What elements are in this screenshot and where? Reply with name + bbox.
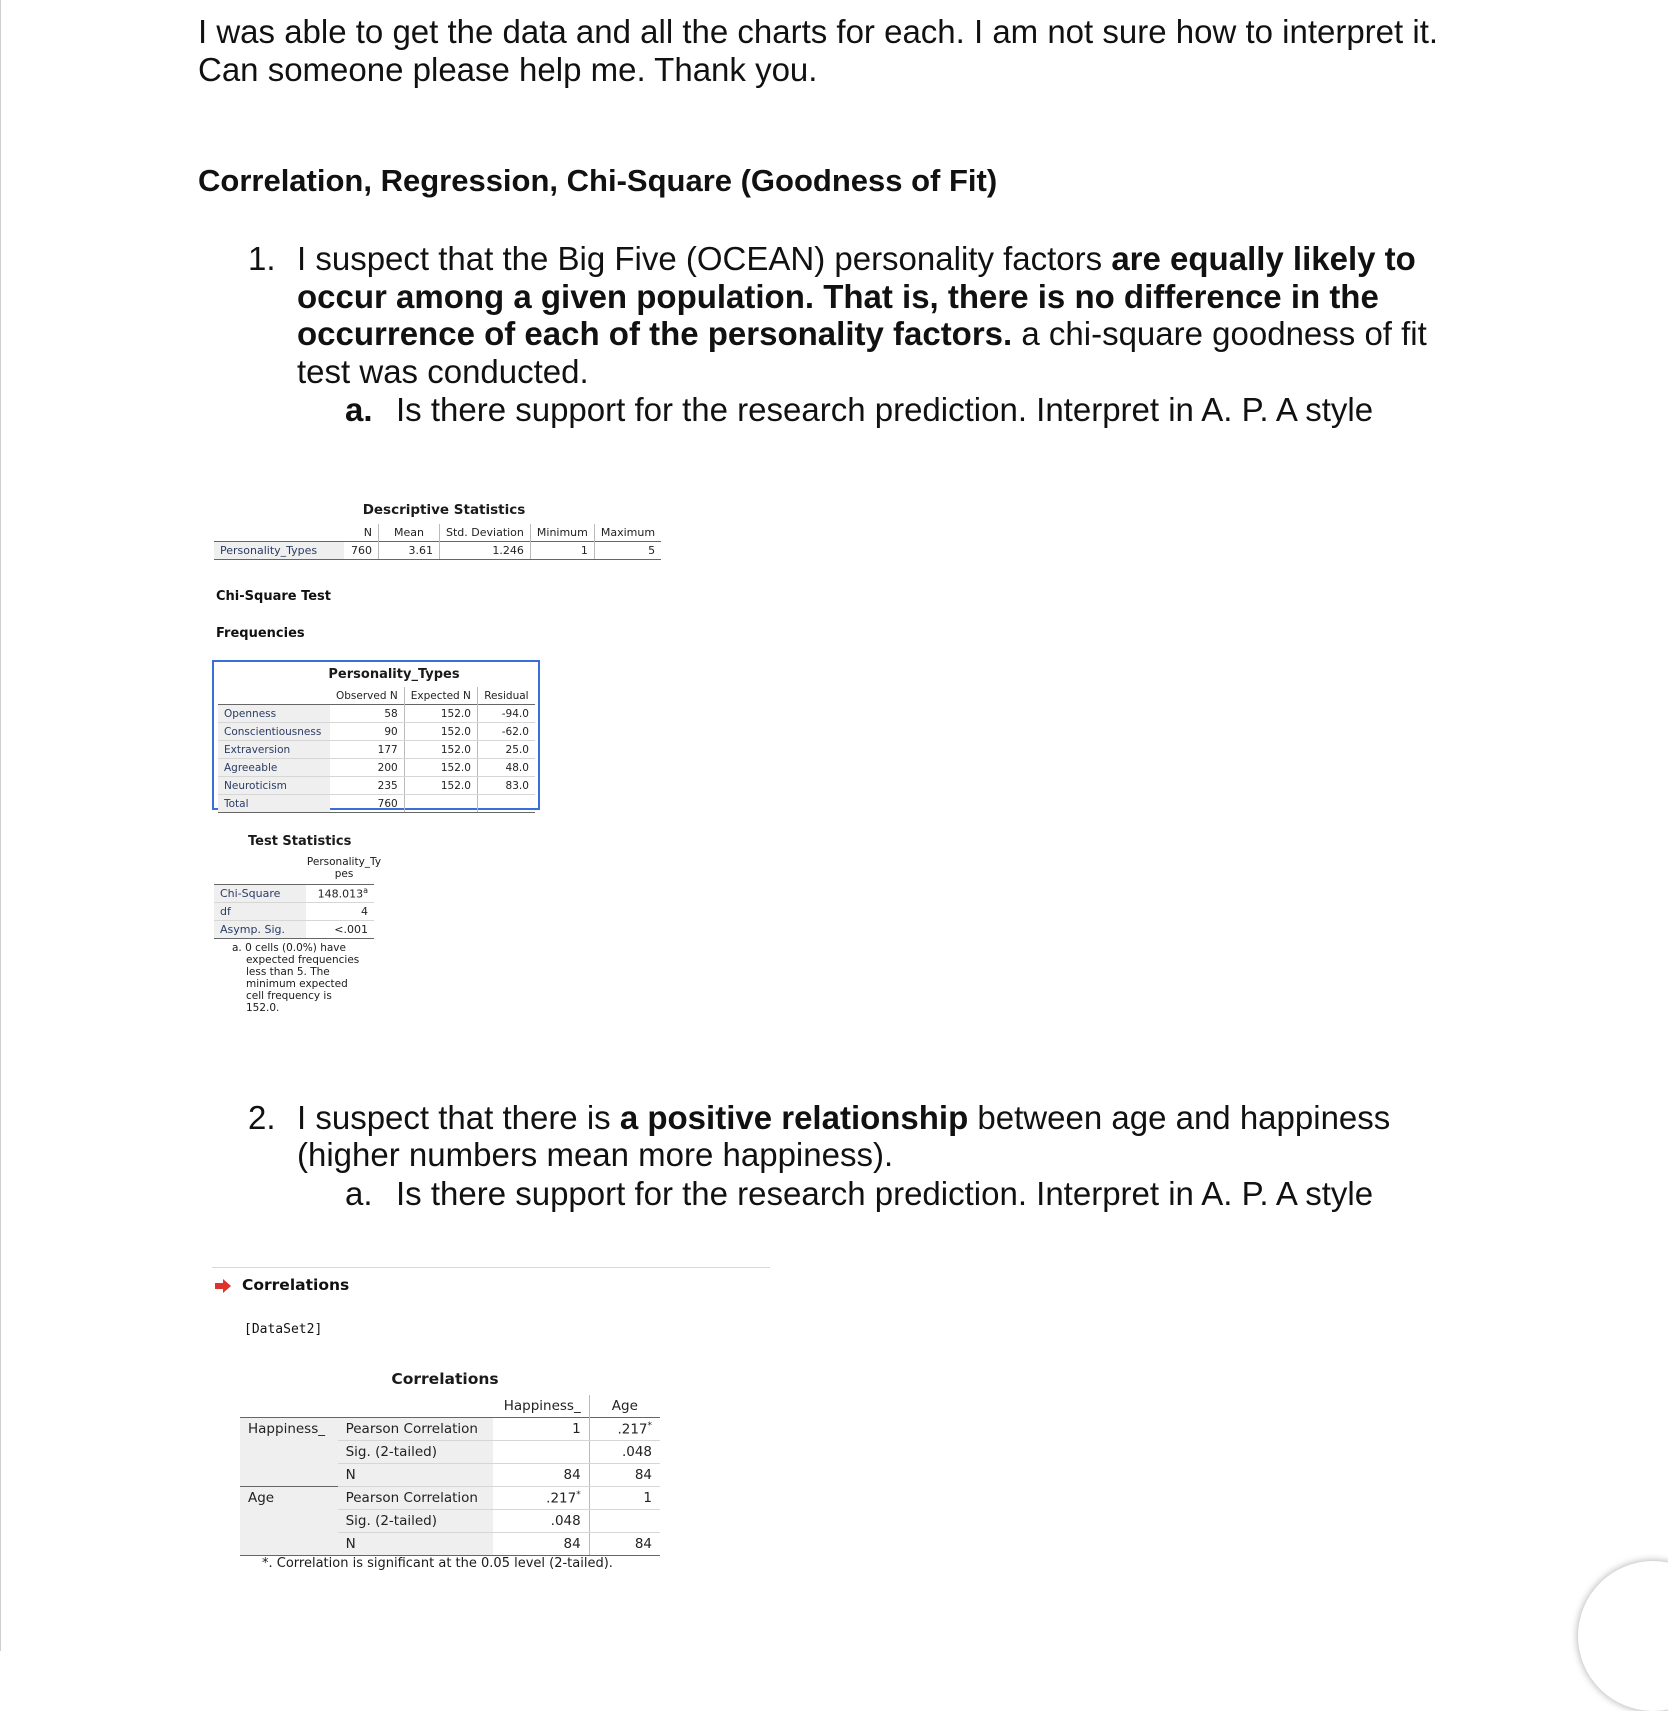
correlations-stat-label: Pearson Correlation bbox=[338, 1418, 493, 1441]
correlations-age-value: 84 bbox=[634, 1467, 652, 1483]
test-statistics-title: Test Statistics bbox=[248, 834, 352, 849]
q1-sub-letter: a. bbox=[345, 391, 373, 428]
correlations-group-label: Happiness_ bbox=[240, 1418, 338, 1441]
frequencies-corner bbox=[218, 687, 330, 705]
correlations-age-cell bbox=[589, 1418, 660, 1441]
test-statistics-header bbox=[296, 856, 392, 880]
descriptives-sd: 1.246 bbox=[440, 542, 531, 560]
footnote-line-2: expected frequencies bbox=[246, 954, 360, 966]
correlations-happiness-cell bbox=[493, 1487, 589, 1510]
q1-sub-text: Is there support for the research prediction. Interpret in A. P. A style bbox=[396, 391, 1374, 428]
correlations-happiness-value: .217 bbox=[546, 1490, 577, 1507]
correlations-row bbox=[240, 1464, 660, 1487]
correlations-group-label: Age bbox=[240, 1487, 338, 1510]
q1-line-3-bold: occurrence of each of the personality factors. bbox=[297, 315, 1013, 352]
test-statistics-header-l2: pes bbox=[334, 868, 354, 880]
descriptives-n: 760 bbox=[344, 542, 379, 560]
descriptives-mean: 3.61 bbox=[379, 542, 440, 560]
test-statistics-row-label: Chi-Square bbox=[214, 885, 306, 903]
q2-sub-text: Is there support for the research prediction. Interpret in A. P. A style bbox=[396, 1175, 1374, 1212]
test-statistics-body bbox=[214, 885, 374, 939]
chi-square-test-label: Chi-Square Test bbox=[216, 589, 332, 604]
correlations-stat-label: N bbox=[338, 1464, 493, 1487]
significance-marker: * bbox=[576, 1489, 581, 1500]
descriptives-corner bbox=[214, 524, 344, 542]
correlations-header-row bbox=[240, 1395, 660, 1418]
test-statistics-value-text: <.001 bbox=[334, 923, 368, 936]
floating-circle bbox=[1578, 1561, 1668, 1711]
footnote-line-5: cell frequency is bbox=[246, 990, 332, 1002]
correlations-stat-label: Sig. (2-tailed) bbox=[338, 1510, 493, 1533]
test-statistics-row-label: df bbox=[214, 903, 306, 921]
test-statistics-footnote-marker: a bbox=[363, 886, 368, 896]
descriptives-header-max: Maximum bbox=[594, 524, 661, 542]
q2-line-1-bold: a positive relationship bbox=[619, 1099, 969, 1136]
frequencies-observed: 200 bbox=[330, 759, 404, 777]
frequencies-expected: 152.0 bbox=[404, 705, 477, 723]
frequencies-observed: 235 bbox=[330, 777, 404, 795]
correlations-age-value: 1 bbox=[643, 1490, 652, 1506]
descriptives-row bbox=[214, 542, 661, 560]
correlations-group-label bbox=[240, 1464, 338, 1487]
correlations-group-label bbox=[240, 1441, 338, 1464]
frequencies-expected: 152.0 bbox=[404, 723, 477, 741]
dataset-label: [DataSet2] bbox=[244, 1322, 323, 1337]
q1-line-3-normal: a chi-square goodness of fit bbox=[1012, 315, 1427, 352]
q1-line-4: test was conducted. bbox=[297, 353, 589, 390]
frequencies-title: Personality_Types bbox=[328, 667, 460, 682]
frequencies-header-row bbox=[218, 687, 535, 705]
test-statistics-table bbox=[214, 884, 374, 939]
correlations-age-cell bbox=[589, 1533, 660, 1556]
frequencies-expected bbox=[404, 795, 477, 813]
frequencies-row-label: Total bbox=[218, 795, 330, 813]
descriptives-header-mean: Mean bbox=[379, 524, 440, 542]
descriptives-title: Descriptive Statistics bbox=[362, 502, 526, 518]
correlations-stat-label: N bbox=[338, 1533, 493, 1556]
descriptives-max: 5 bbox=[594, 542, 661, 560]
correlations-row bbox=[240, 1441, 660, 1464]
descriptives-header-n: N bbox=[363, 526, 372, 539]
footnote-line-6: 152.0. bbox=[246, 1002, 280, 1014]
frequencies-observed: 177 bbox=[330, 741, 404, 759]
correlations-body bbox=[240, 1418, 660, 1556]
correlations-happiness-cell bbox=[493, 1510, 589, 1533]
correlations-age-cell bbox=[589, 1510, 660, 1533]
test-statistics-output bbox=[214, 834, 384, 1014]
frequencies-expected: 152.0 bbox=[404, 777, 477, 795]
correlations-row bbox=[240, 1487, 660, 1510]
test-statistics-row bbox=[214, 885, 374, 903]
frequencies-observed: 58 bbox=[330, 705, 404, 723]
frequencies-row bbox=[218, 795, 535, 813]
correlations-row bbox=[240, 1510, 660, 1533]
frequencies-table bbox=[218, 687, 535, 813]
correlations-group-label bbox=[240, 1510, 338, 1533]
correlations-age-value: .048 bbox=[621, 1444, 652, 1460]
correlations-happiness-value: .048 bbox=[550, 1513, 581, 1529]
frequencies-row bbox=[218, 705, 535, 723]
correlations-happiness-value: 1 bbox=[572, 1421, 581, 1437]
correlations-age-cell bbox=[589, 1441, 660, 1464]
correlations-age-value: 84 bbox=[634, 1536, 652, 1552]
frequencies-row bbox=[218, 759, 535, 777]
descriptives-header-min: Minimum bbox=[530, 524, 594, 542]
frequencies-body bbox=[218, 705, 535, 813]
frequencies-residual: -62.0 bbox=[477, 723, 535, 741]
correlations-age-cell bbox=[589, 1487, 660, 1510]
intro-line-1: I was able to get the data and all the charts for each. I am not sure how to interpret it. bbox=[198, 13, 1439, 50]
frequencies-row-label: Agreeable bbox=[218, 759, 330, 777]
correlations-row bbox=[240, 1418, 660, 1441]
test-statistics-row-label: Asymp. Sig. bbox=[214, 921, 306, 939]
test-statistics-header-l1: Personality_Ty bbox=[306, 856, 382, 868]
correlations-stat-label: Pearson Correlation bbox=[338, 1487, 493, 1510]
test-statistics-value bbox=[306, 921, 374, 939]
test-statistics-value bbox=[306, 903, 374, 921]
footnote-line-1: a. 0 cells (0.0%) have bbox=[232, 942, 346, 954]
frequencies-row-label: Conscientiousness bbox=[218, 723, 330, 741]
q1-line-2: occur among a given population. That is, there is no difference in the bbox=[297, 278, 1379, 315]
output-divider bbox=[212, 1267, 770, 1268]
q1-line-1-normal: I suspect that the Big Five (OCEAN) personality factors bbox=[297, 240, 1112, 277]
q1-line-3 bbox=[297, 315, 1427, 353]
significance-marker: * bbox=[647, 1420, 652, 1431]
q2-sub-letter: a. bbox=[345, 1175, 373, 1212]
frequencies-header-residual: Residual bbox=[477, 687, 535, 705]
test-statistics-value-text: 148.013 bbox=[317, 887, 364, 901]
frequencies-header-observed: Observed N bbox=[336, 689, 398, 702]
correlations-row bbox=[240, 1533, 660, 1556]
frequencies-row-label: Neuroticism bbox=[218, 777, 330, 795]
frequencies-residual: 83.0 bbox=[477, 777, 535, 795]
correlations-group-label bbox=[240, 1533, 338, 1556]
correlations-happiness-value: 84 bbox=[563, 1536, 581, 1552]
correlations-footnote: *. Correlation is significant at the 0.05 level (2-tailed). bbox=[262, 1556, 613, 1571]
test-statistics-value bbox=[306, 885, 374, 903]
correlations-happiness-cell bbox=[493, 1533, 589, 1556]
frequencies-row bbox=[218, 741, 535, 759]
frequencies-output[interactable] bbox=[212, 660, 540, 810]
test-statistics-value-text: 4 bbox=[361, 905, 368, 918]
correlations-happiness-cell bbox=[493, 1441, 589, 1464]
frequencies-residual bbox=[477, 795, 535, 813]
q2-line-1-normal: I suspect that there is bbox=[297, 1099, 620, 1136]
frequencies-row-label: Openness bbox=[218, 705, 330, 723]
q2-number: 2. bbox=[248, 1099, 276, 1136]
correlations-happiness-cell bbox=[493, 1418, 589, 1441]
correlations-header-age: Age bbox=[589, 1395, 660, 1418]
correlations-happiness-cell bbox=[493, 1464, 589, 1487]
frequencies-expected: 152.0 bbox=[404, 741, 477, 759]
frequencies-row bbox=[218, 723, 535, 741]
q1-number: 1. bbox=[248, 240, 276, 277]
q2-line-2: (higher numbers mean more happiness). bbox=[297, 1136, 894, 1173]
correlations-table bbox=[240, 1395, 660, 1556]
frequencies-header-expected: Expected N bbox=[404, 687, 477, 705]
correlations-title: Correlations bbox=[391, 1370, 499, 1388]
footnote-line-4: minimum expected bbox=[246, 978, 348, 990]
frequencies-observed: 760 bbox=[330, 795, 404, 813]
frequencies-residual: 25.0 bbox=[477, 741, 535, 759]
q1-line-1-bold: are equally likely to bbox=[1111, 240, 1416, 277]
correlations-happiness-value: 84 bbox=[563, 1467, 581, 1483]
q1-line-1 bbox=[297, 240, 1416, 278]
frequencies-residual: 48.0 bbox=[477, 759, 535, 777]
frequencies-row bbox=[218, 777, 535, 795]
correlations-age-cell bbox=[589, 1464, 660, 1487]
test-statistics-row bbox=[214, 921, 374, 939]
descriptives-min: 1 bbox=[530, 542, 594, 560]
descriptives-table bbox=[214, 524, 661, 560]
frequencies-residual: -94.0 bbox=[477, 705, 535, 723]
q2-line-1 bbox=[297, 1099, 1390, 1137]
test-statistics-row bbox=[214, 903, 374, 921]
intro-line-2: Can someone please help me. Thank you. bbox=[198, 51, 818, 88]
red-arrow-icon bbox=[214, 1278, 232, 1294]
correlations-corner-2 bbox=[338, 1395, 493, 1418]
q2-line-1-tail: between age and happiness bbox=[968, 1099, 1391, 1136]
section-heading: Correlation, Regression, Chi-Square (Goodness of Fit) bbox=[198, 163, 998, 198]
frequencies-expected: 152.0 bbox=[404, 759, 477, 777]
correlations-age-value: .217 bbox=[617, 1421, 648, 1438]
correlations-section-label: Correlations bbox=[242, 1276, 350, 1294]
frequencies-row-label: Extraversion bbox=[218, 741, 330, 759]
descriptives-header-sd: Std. Deviation bbox=[440, 524, 531, 542]
test-statistics-footnote bbox=[232, 942, 359, 1014]
correlations-header-happiness: Happiness_ bbox=[503, 1398, 581, 1414]
frequencies-observed: 90 bbox=[330, 723, 404, 741]
correlations-stat-label: Sig. (2-tailed) bbox=[338, 1441, 493, 1464]
descriptives-row-label: Personality_Types bbox=[214, 542, 344, 560]
correlations-corner-1 bbox=[240, 1395, 338, 1418]
footnote-line-3: less than 5. The bbox=[246, 966, 330, 978]
frequencies-label: Frequencies bbox=[216, 626, 305, 641]
descriptives-header-row bbox=[214, 524, 661, 542]
